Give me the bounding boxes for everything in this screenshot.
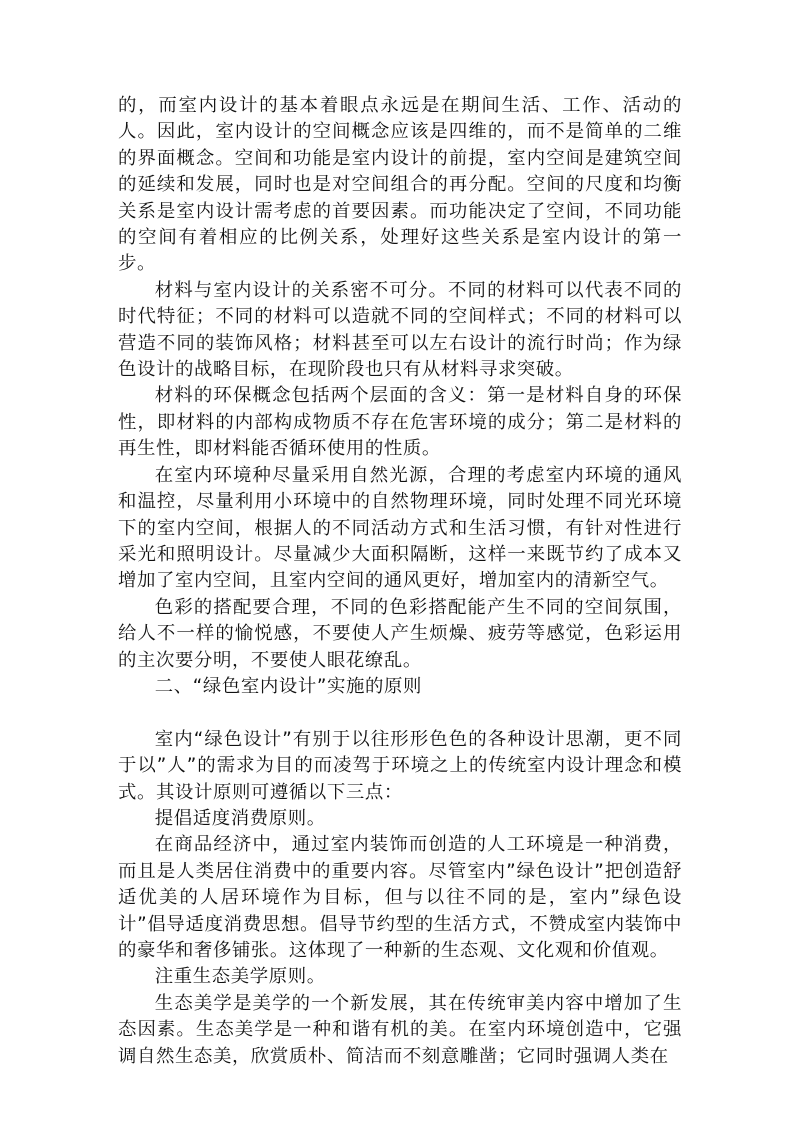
principle-heading: 提倡适度消费原则。 — [154, 807, 326, 829]
principle-heading: 注重生态美学原则。 — [154, 966, 326, 988]
blank-line — [118, 700, 682, 726]
body-paragraph: 在室内环境种尽量采用自然光源，合理的考虑室内环境的通风和温控，尽量利用小环境中的自然物理环境，同时处理不同光环境下的室内空间，根据人的不同活动方式和生活习惯，有针对性进行采光和照明设计。尽量减少大面积隔断，这样一来既节约了成本又增加了室内空间，且室内空间的通风更好，增加室内的清新空气。 — [118, 464, 682, 592]
body-paragraph: 的，而室内设计的基本着眼点永远是在期间生活、工作、活动的人。因此，室内设计的空间概念应该是四维的，而不是简单的二维的界面概念。空间和功能是室内设计的前提，室内空间是建筑空间的延续和发展，同时也是对空间组合的再分配。空间的尺度和均衡关系是室内设计需考虑的首要因素。而功能决定了空间，不同功能的空间有着相应的比例关系，处理好这些关系是室内设计的第一步。 — [118, 95, 682, 275]
body-paragraph: 材料与室内设计的关系密不可分。不同的材料可以代表不同的时代特征；不同的材料可以造就不同的空间样式；不同的材料可以营造不同的装饰风格；材料甚至可以左右设计的流行时尚；作为绿色设计的战略目标，在现阶段也只有从材料寻求突破。 — [118, 279, 682, 381]
body-paragraph: 色彩的搭配要合理，不同的色彩搭配能产生不同的空间氛围，给人不一样的愉悦感，不要使人产生烦燥、疲劳等感觉，色彩运用的主次要分明，不要使人眼花缭乱。 — [118, 596, 682, 671]
body-paragraph: 生态美学是美学的一个新发展，其在传统审美内容中增加了生态因素。生态美学是一种和谐有机的美。在室内环境创造中，它强调自然生态美，欣赏质朴、简洁而不刻意雕凿；它同时强调人类在 — [118, 992, 682, 1067]
body-paragraph: 材料的环保概念包括两个层面的含义：第一是材料自身的环保性，即材料的内部构成物质不存在危害环境的成分；第二是材料的再生性，即材料能否循环使用的性质。 — [118, 385, 682, 460]
body-paragraph: 室内“绿色设计”有别于以往形形色色的各种设计思潮，更不同于以”人”的需求为目的而凌驾于环境之上的传统室内设计理念和模式。其设计原则可遵循以下三点： — [118, 728, 682, 803]
section-heading: 二、“绿色室内设计”实施的原则 — [154, 675, 422, 697]
body-paragraph: 在商品经济中，通过室内装饰而创造的人工环境是一种消费，而且是人类居住消费中的重要内容。尽管室内”绿色设计”把创造舒适优美的人居环境作为目标，但与以往不同的是，室内”绿色设计”倡导适度消费思想。倡导节约型的生活方式，不赞成室内装饰中的豪华和奢侈铺张。这体现了一种新的生态观、文化观和价值观。 — [118, 834, 682, 961]
